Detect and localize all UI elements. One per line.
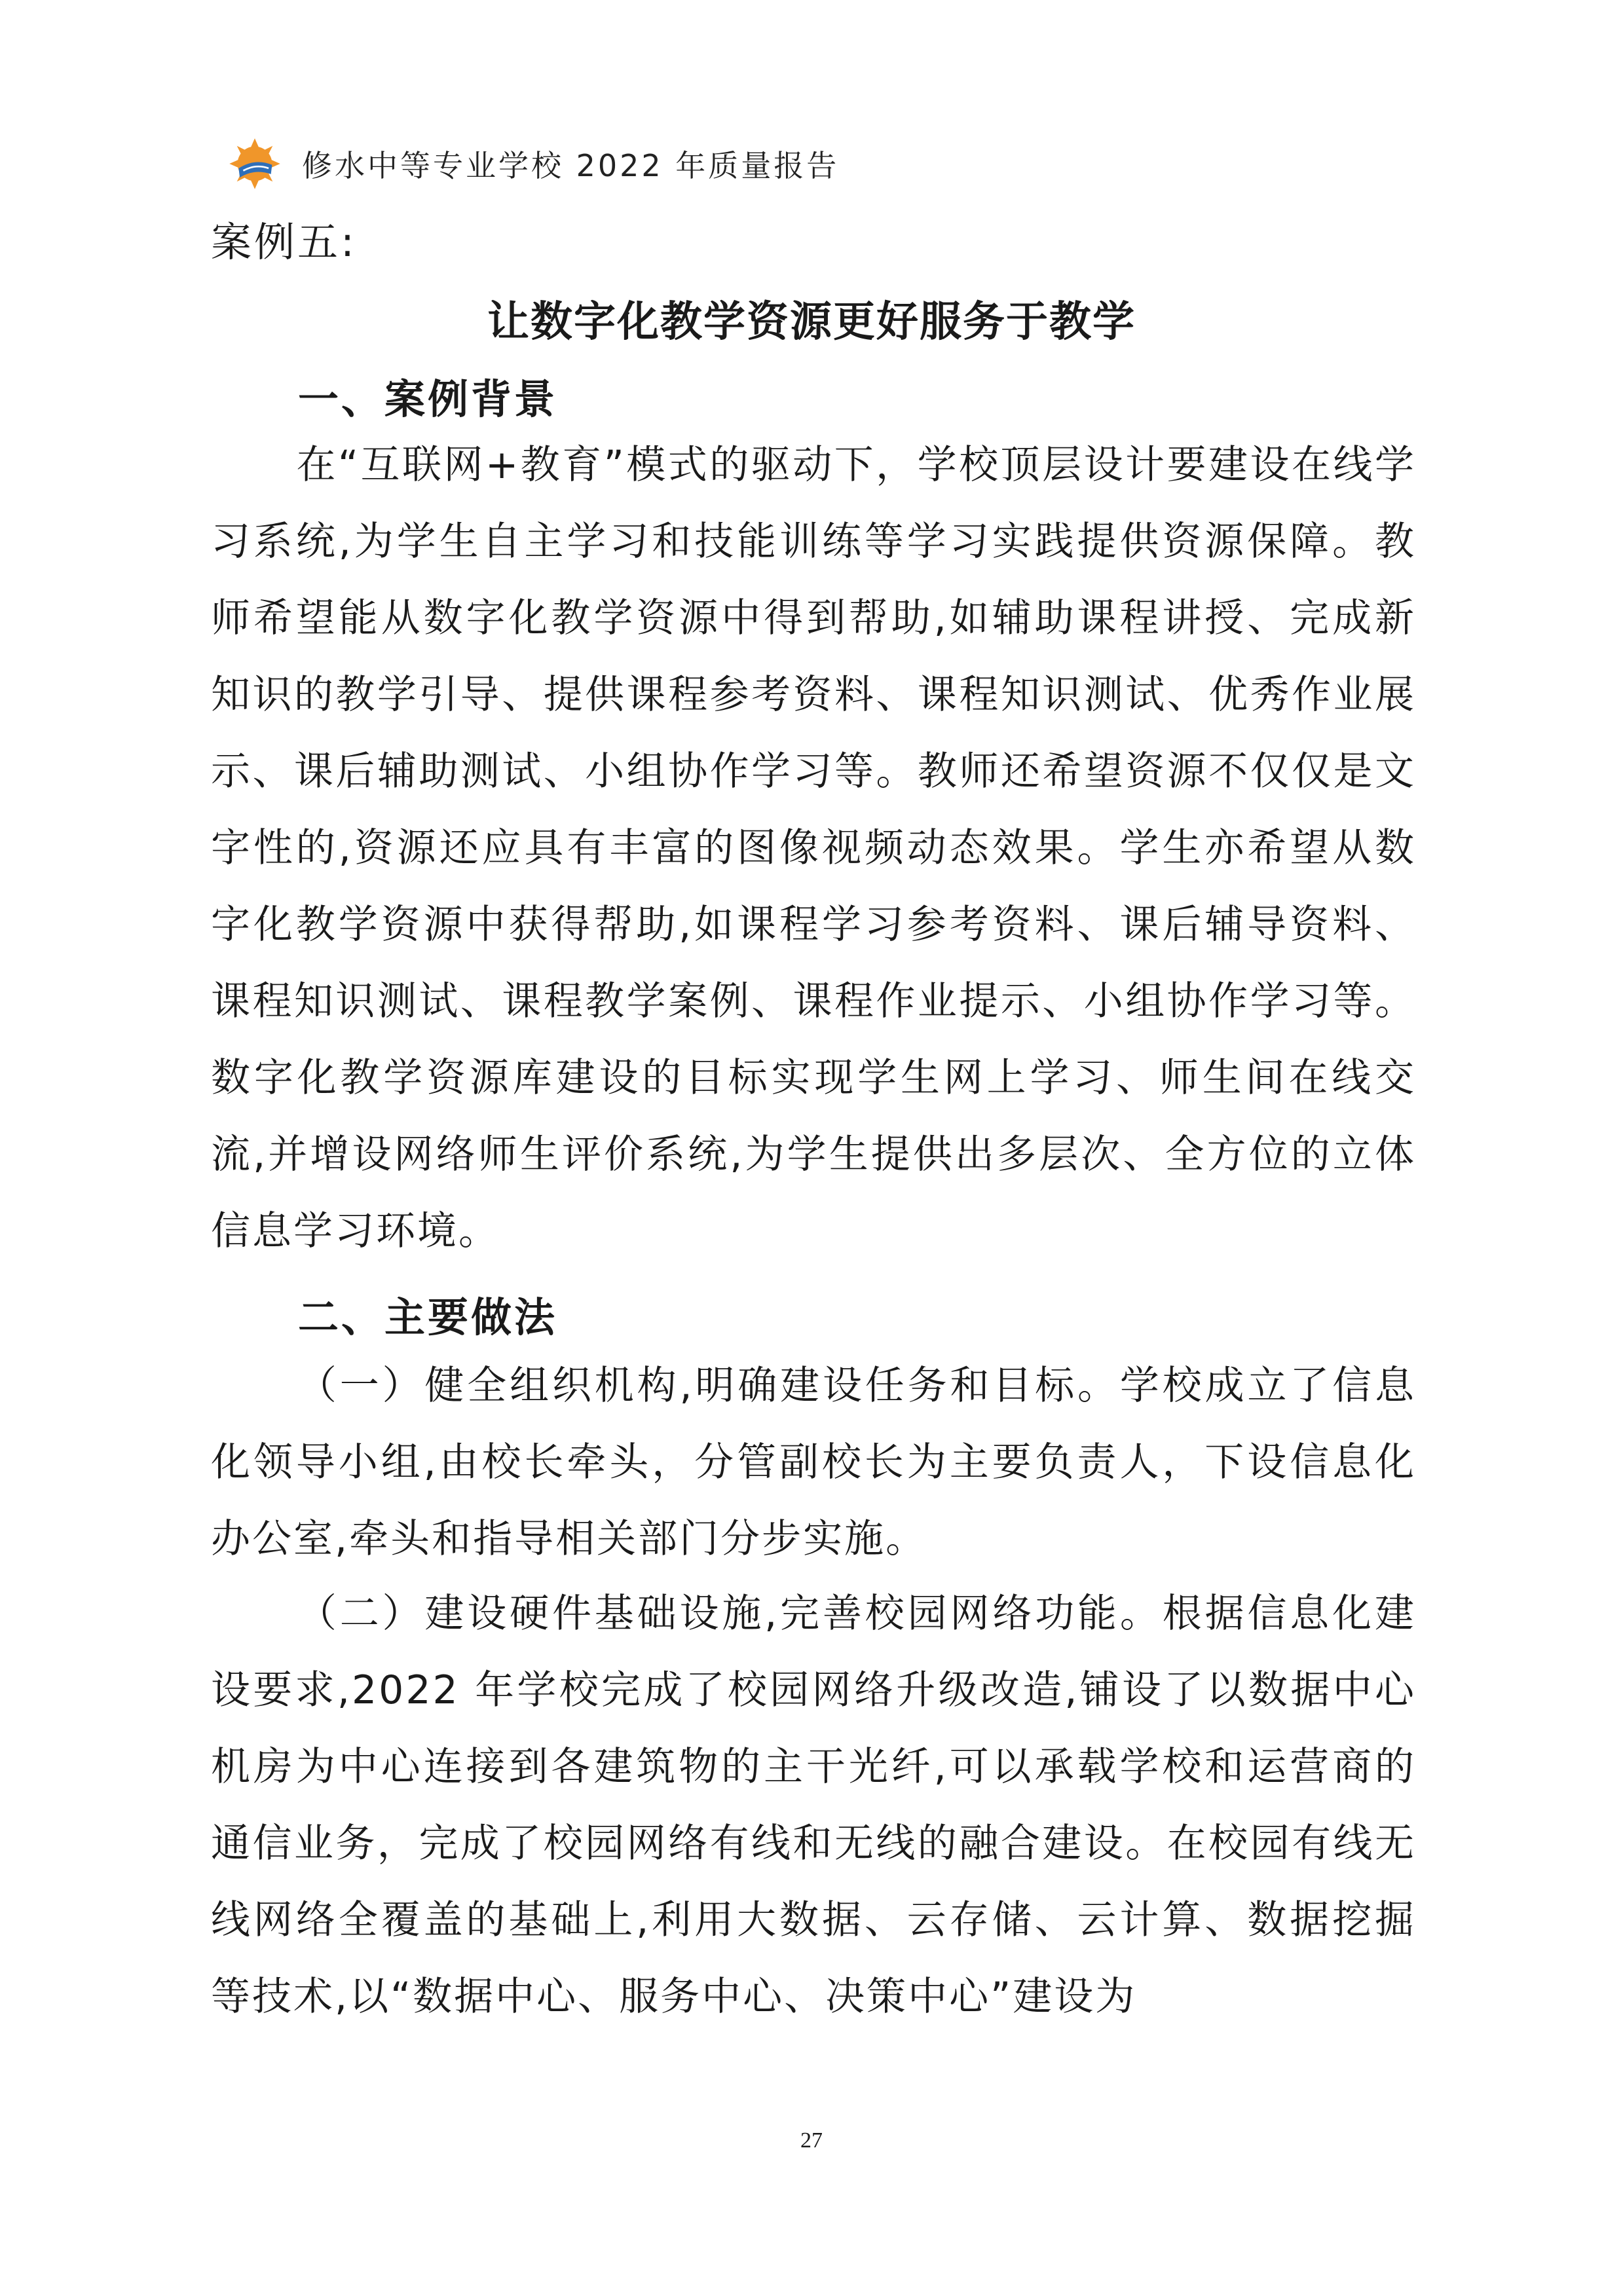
method-paragraph-2 (211, 1576, 1416, 2035)
section-heading-method: 二、主要做法 (298, 1293, 558, 1341)
report-title: 修水中等专业学校 2022 年质量报告 (302, 148, 840, 183)
page-header (226, 134, 839, 193)
school-logo-icon (226, 135, 284, 193)
method-text-1: （一）健全组织机构,明确建设任务和目标。学校成立了信息化领导小组,由校长牵头，分管副校长为主要负责人，下设信息化办公室,牵头和指导相关部门分步实施。 (211, 1363, 1416, 1562)
page-number: 27 (800, 2128, 823, 2153)
case-label: 案例五: (211, 218, 357, 266)
background-text: 在“互联网+教育”模式的驱动下，学校顶层设计要建设在线学习系统,为学生自主学习和技能训练等学习实践提供资源保障。教师希望能从数字化教学资源中得到帮助,如辅助课程讲授、完成新知识的教学引导、提供课程参考资料、课程知识测试、优秀作业展示、课后辅助测试、小组协作学习等。教师还希望资源不仅仅是文字性的,资源还应具有丰富的图像视频动态效果。学生亦希望从数字化教学资源中获得帮助,如课程学习参考资料、课后辅导资料、课程知识测试、课程教学案例、课程作业提示、小组协作学习等。数字化教学资源库建设的目标实现学生网上学习、师生间在线交流,并增设网络师生评价系统,为学生提供出多层次、全方位的立体信息学习环境。 (211, 442, 1416, 1254)
method-paragraph-1 (211, 1348, 1416, 1578)
method-text-2: （二）建设硬件基础设施,完善校园网络功能。根据信息化建设要求,2022 年学校完成了校园网络升级改造,铺设了以数据中心机房为中心连接到各建筑物的主干光纤,可以承载学校和运营商的通信业务，完成了校园网络有线和无线的融合建设。在校园有线无线网络全覆盖的基础上,利用大数据、云存储、云计算、数据挖掘等技术,以“数据中心、服务中心、决策中心”建设为 (211, 1591, 1416, 2020)
document-title: 让数字化教学资源更好服务于教学 (487, 298, 1136, 346)
background-paragraph (211, 427, 1416, 1270)
section-heading-background: 一、案例背景 (298, 375, 558, 423)
